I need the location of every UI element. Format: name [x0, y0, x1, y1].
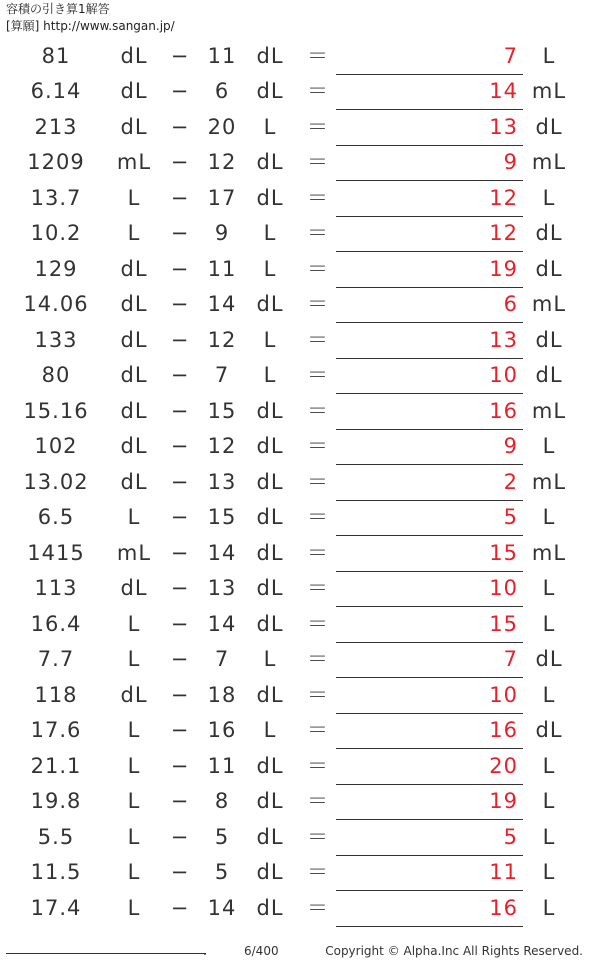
unit-b: L [263, 221, 277, 246]
unit-b: L [263, 647, 277, 672]
operand-b: 12 [207, 150, 237, 175]
unit-b: dL [256, 469, 284, 494]
operand-a: 6.14 [30, 79, 82, 104]
operand-a: 7.7 [37, 647, 75, 672]
unit-a: L [127, 221, 141, 246]
page-number: 6/400 [244, 944, 279, 958]
equals-sign: ＝ [307, 753, 329, 778]
operand-b: 5 [214, 824, 230, 849]
problem-row [0, 393, 600, 429]
answer: 7 [503, 43, 518, 68]
equals-sign: ＝ [307, 79, 329, 104]
operand-b: 9 [214, 221, 230, 246]
minus-sign: − [170, 824, 190, 849]
unit-a: dL [120, 79, 148, 104]
answer-unit: dL [535, 718, 563, 743]
equals-sign: ＝ [307, 647, 329, 672]
equals-sign: ＝ [307, 221, 329, 246]
problem-row [0, 251, 600, 287]
equals-sign: ＝ [307, 256, 329, 281]
operand-b: 14 [207, 292, 237, 317]
minus-sign: − [170, 469, 190, 494]
page-subtitle: [算願] http://www.sangan.jp/ [6, 19, 175, 33]
minus-sign: − [170, 505, 190, 530]
footer-name-line [6, 953, 206, 954]
unit-a: L [127, 895, 141, 920]
operand-b: 12 [207, 327, 237, 352]
equals-sign: ＝ [307, 576, 329, 601]
unit-b: L [263, 256, 277, 281]
operand-b: 13 [207, 576, 237, 601]
unit-a: dL [120, 682, 148, 707]
unit-b: dL [256, 79, 284, 104]
operand-b: 20 [207, 114, 237, 139]
answer: 12 [489, 185, 518, 210]
minus-sign: − [170, 114, 190, 139]
answer: 5 [503, 824, 518, 849]
answer: 13 [489, 327, 518, 352]
minus-sign: − [170, 789, 190, 814]
unit-b: dL [256, 753, 284, 778]
problem-row [0, 571, 600, 607]
unit-a: L [127, 505, 141, 530]
problem-row [0, 713, 600, 749]
minus-sign: − [170, 895, 190, 920]
operand-b: 12 [207, 434, 237, 459]
operand-a: 17.4 [30, 895, 82, 920]
operand-a: 113 [34, 576, 78, 601]
operand-a: 6.5 [37, 505, 75, 530]
operand-b: 7 [214, 647, 230, 672]
operand-a: 80 [41, 363, 71, 388]
unit-b: dL [256, 611, 284, 636]
problem-row [0, 322, 600, 358]
answer-unit: L [542, 434, 556, 459]
unit-a: dL [120, 256, 148, 281]
unit-a: L [127, 718, 141, 743]
answer-unit: L [542, 824, 556, 849]
operand-a: 15.16 [23, 398, 89, 423]
problem-row [0, 38, 600, 74]
unit-a: dL [120, 114, 148, 139]
minus-sign: − [170, 398, 190, 423]
equals-sign: ＝ [307, 327, 329, 352]
minus-sign: − [170, 256, 190, 281]
unit-a: mL [116, 150, 152, 175]
operand-b: 11 [207, 256, 237, 281]
operand-a: 14.06 [23, 292, 89, 317]
unit-b: dL [256, 789, 284, 814]
equals-sign: ＝ [307, 114, 329, 139]
minus-sign: − [170, 753, 190, 778]
operand-a: 102 [34, 434, 78, 459]
equals-sign: ＝ [307, 789, 329, 814]
unit-b: dL [256, 860, 284, 885]
operand-b: 8 [214, 789, 230, 814]
answer: 5 [503, 505, 518, 530]
copyright-notice: Copyright © Alpha.Inc All Rights Reserved. [325, 944, 583, 958]
answer-unit: L [542, 505, 556, 530]
unit-a: mL [116, 540, 152, 565]
answer-unit: mL [531, 540, 567, 565]
equals-sign: ＝ [307, 824, 329, 849]
unit-a: dL [120, 363, 148, 388]
operand-b: 17 [207, 185, 237, 210]
answer-unit: mL [531, 79, 567, 104]
operand-b: 11 [207, 43, 237, 68]
equals-sign: ＝ [307, 43, 329, 68]
operand-b: 13 [207, 469, 237, 494]
problem-row [0, 216, 600, 252]
unit-b: dL [256, 398, 284, 423]
unit-a: L [127, 647, 141, 672]
answer-unit: mL [531, 469, 567, 494]
unit-b: L [263, 114, 277, 139]
operand-b: 14 [207, 611, 237, 636]
operand-a: 13.02 [23, 469, 89, 494]
problem-row [0, 784, 600, 820]
operand-a: 19.8 [30, 789, 82, 814]
unit-b: dL [256, 540, 284, 565]
answer-unit: dL [535, 647, 563, 672]
answer-unit: mL [531, 398, 567, 423]
answer-unit: dL [535, 327, 563, 352]
problem-row [0, 145, 600, 181]
answer-unit: dL [535, 114, 563, 139]
operand-a: 13.7 [30, 185, 82, 210]
answer-unit: L [542, 895, 556, 920]
page-title: 容積の引き算1解答 [6, 2, 110, 16]
problem-row [0, 606, 600, 642]
answer: 10 [489, 363, 518, 388]
minus-sign: − [170, 185, 190, 210]
minus-sign: − [170, 682, 190, 707]
answer-unit: mL [531, 292, 567, 317]
answer-unit: L [542, 860, 556, 885]
operand-b: 15 [207, 505, 237, 530]
minus-sign: − [170, 434, 190, 459]
unit-b: dL [256, 824, 284, 849]
operand-b: 6 [214, 79, 230, 104]
unit-a: dL [120, 43, 148, 68]
answer: 2 [503, 469, 518, 494]
equals-sign: ＝ [307, 398, 329, 423]
operand-a: 1415 [27, 540, 85, 565]
operand-a: 21.1 [30, 753, 82, 778]
unit-a: dL [120, 292, 148, 317]
unit-b: L [263, 327, 277, 352]
unit-a: L [127, 185, 141, 210]
problem-row [0, 358, 600, 394]
operand-a: 5.5 [37, 824, 75, 849]
equals-sign: ＝ [307, 540, 329, 565]
equals-sign: ＝ [307, 469, 329, 494]
unit-b: dL [256, 292, 284, 317]
answer: 16 [489, 718, 518, 743]
answer: 16 [489, 398, 518, 423]
operand-b: 15 [207, 398, 237, 423]
minus-sign: − [170, 647, 190, 672]
answer-unit: dL [535, 256, 563, 281]
problem-row [0, 429, 600, 465]
answer-unit: L [542, 611, 556, 636]
problem-row [0, 855, 600, 891]
equals-sign: ＝ [307, 150, 329, 175]
unit-b: dL [256, 150, 284, 175]
problem-row [0, 819, 600, 855]
equals-sign: ＝ [307, 895, 329, 920]
answer-unit: L [542, 43, 556, 68]
operand-a: 11.5 [30, 860, 82, 885]
answer: 6 [503, 292, 518, 317]
operand-a: 1209 [27, 150, 85, 175]
unit-a: L [127, 824, 141, 849]
answer: 14 [489, 79, 518, 104]
problem-row [0, 464, 600, 500]
answer: 19 [489, 256, 518, 281]
operand-b: 5 [214, 860, 230, 885]
operand-b: 11 [207, 753, 237, 778]
equals-sign: ＝ [307, 505, 329, 530]
equals-sign: ＝ [307, 860, 329, 885]
operand-a: 213 [34, 114, 78, 139]
minus-sign: − [170, 540, 190, 565]
unit-b: dL [256, 682, 284, 707]
unit-a: dL [120, 576, 148, 601]
minus-sign: − [170, 611, 190, 636]
answer: 9 [503, 150, 518, 175]
answer: 10 [489, 682, 518, 707]
equals-sign: ＝ [307, 682, 329, 707]
unit-b: dL [256, 43, 284, 68]
answer: 20 [489, 753, 518, 778]
answer-unit: L [542, 576, 556, 601]
minus-sign: − [170, 292, 190, 317]
unit-a: dL [120, 434, 148, 459]
problem-row [0, 287, 600, 323]
minus-sign: − [170, 718, 190, 743]
unit-a: dL [120, 469, 148, 494]
answer-unit: L [542, 753, 556, 778]
unit-b: dL [256, 505, 284, 530]
answer-unit: dL [535, 363, 563, 388]
operand-a: 16.4 [30, 611, 82, 636]
problem-row [0, 535, 600, 571]
problem-row [0, 890, 600, 926]
minus-sign: − [170, 363, 190, 388]
minus-sign: − [170, 576, 190, 601]
operand-b: 7 [214, 363, 230, 388]
answer-unit: mL [531, 150, 567, 175]
answer: 9 [503, 434, 518, 459]
operand-a: 81 [41, 43, 71, 68]
minus-sign: − [170, 150, 190, 175]
answer: 7 [503, 647, 518, 672]
equals-sign: ＝ [307, 611, 329, 636]
unit-a: L [127, 611, 141, 636]
problem-row [0, 500, 600, 536]
equals-sign: ＝ [307, 434, 329, 459]
operand-b: 18 [207, 682, 237, 707]
operand-a: 17.6 [30, 718, 82, 743]
unit-b: L [263, 718, 277, 743]
unit-a: dL [120, 398, 148, 423]
problem-row [0, 109, 600, 145]
minus-sign: − [170, 221, 190, 246]
answer: 10 [489, 576, 518, 601]
equals-sign: ＝ [307, 185, 329, 210]
problem-row [0, 642, 600, 678]
answer: 13 [489, 114, 518, 139]
problem-row [0, 677, 600, 713]
unit-a: L [127, 789, 141, 814]
problem-list [0, 38, 600, 926]
problem-row [0, 748, 600, 784]
answer: 15 [489, 611, 518, 636]
operand-a: 10.2 [30, 221, 82, 246]
answer: 11 [489, 860, 518, 885]
operand-b: 16 [207, 718, 237, 743]
answer-unit: L [542, 789, 556, 814]
operand-a: 129 [34, 256, 78, 281]
minus-sign: − [170, 860, 190, 885]
minus-sign: − [170, 327, 190, 352]
answer: 19 [489, 789, 518, 814]
answer: 16 [489, 895, 518, 920]
unit-b: L [263, 363, 277, 388]
operand-b: 14 [207, 540, 237, 565]
unit-b: dL [256, 185, 284, 210]
unit-a: dL [120, 327, 148, 352]
answer-unit: L [542, 185, 556, 210]
unit-b: dL [256, 895, 284, 920]
unit-b: dL [256, 434, 284, 459]
minus-sign: − [170, 43, 190, 68]
unit-a: L [127, 753, 141, 778]
operand-a: 133 [34, 327, 78, 352]
answer: 12 [489, 221, 518, 246]
footer-dot: . [203, 944, 207, 958]
operand-b: 14 [207, 895, 237, 920]
problem-row [0, 74, 600, 110]
unit-b: dL [256, 576, 284, 601]
unit-a: L [127, 860, 141, 885]
answer: 15 [489, 540, 518, 565]
answer-unit: L [542, 682, 556, 707]
equals-sign: ＝ [307, 292, 329, 317]
equals-sign: ＝ [307, 718, 329, 743]
minus-sign: − [170, 79, 190, 104]
equals-sign: ＝ [307, 363, 329, 388]
answer-unit: dL [535, 221, 563, 246]
problem-row [0, 180, 600, 216]
operand-a: 118 [34, 682, 78, 707]
answer-line [336, 926, 523, 927]
